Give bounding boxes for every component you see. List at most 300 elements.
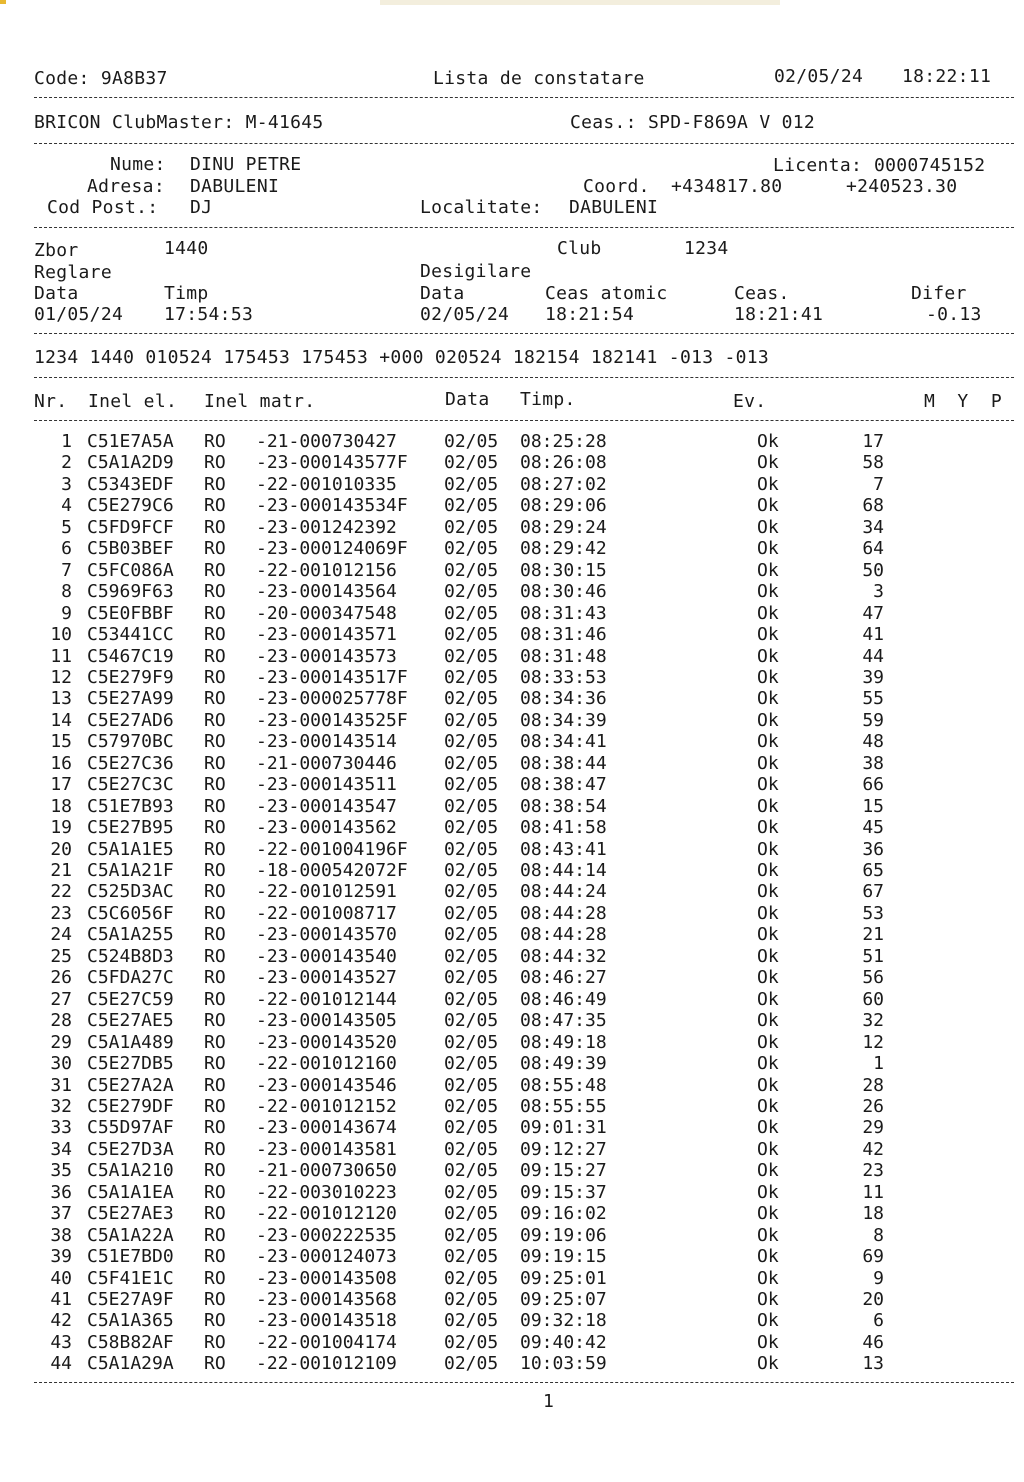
encoded-summary-line: 1234 1440 010524 175453 175453 +000 020524 182154 182141 -013 -013: [34, 347, 770, 368]
table-row: [0, 560, 1024, 581]
row-number: 2: [61, 452, 72, 474]
table-row: [0, 710, 1024, 731]
row-number: 37: [50, 1203, 72, 1225]
ring-number: -21-000730427: [256, 431, 397, 452]
scan-corner-mark: [0, 0, 6, 4]
arrival-date: 02/05: [444, 538, 499, 560]
event-status: Ok: [757, 1181, 779, 1203]
arrival-date: 02/05: [444, 1246, 499, 1268]
country-code: RO: [204, 731, 226, 753]
event-status: Ok: [757, 1353, 779, 1375]
electronic-ring: C5E27DB5: [87, 1053, 174, 1075]
desigilare-date: 02/05/24: [420, 304, 510, 325]
country-code: RO: [204, 945, 226, 967]
electronic-ring: C525D3AC: [87, 881, 174, 903]
table-row: [0, 474, 1024, 495]
locality-label: Localitate:: [420, 197, 543, 218]
timp-label: Timp: [164, 283, 209, 304]
table-row: [0, 1010, 1024, 1031]
divider: [34, 227, 1014, 228]
electronic-ring: C5E27C3C: [87, 774, 174, 796]
row-number: 41: [50, 1289, 72, 1310]
event-status: Ok: [757, 495, 779, 517]
row-number: 23: [50, 902, 72, 924]
locality-value: DABULENI: [569, 197, 659, 218]
country-code: RO: [204, 666, 226, 688]
country-code: RO: [204, 902, 226, 924]
row-number: 33: [50, 1117, 72, 1139]
row-number: 10: [50, 624, 72, 646]
event-status: Ok: [757, 1074, 779, 1096]
position: 38: [862, 752, 884, 774]
event-status: Ok: [757, 452, 779, 474]
electronic-ring: C5343EDF: [87, 473, 174, 495]
event-status: Ok: [757, 1267, 779, 1289]
arrival-date: 02/05: [444, 988, 499, 1010]
table-row: [0, 667, 1024, 688]
arrival-date: 02/05: [444, 709, 499, 731]
arrival-date: 02/05: [444, 1117, 499, 1139]
country-code: RO: [204, 688, 226, 710]
event-status: Ok: [757, 881, 779, 903]
electronic-ring: C51E7BD0: [87, 1246, 174, 1268]
arrival-time: 08:29:42: [520, 538, 607, 560]
electronic-ring: C5E27A9F: [87, 1289, 174, 1310]
row-number: 11: [50, 645, 72, 667]
arrival-date: 02/05: [444, 581, 499, 603]
coord-longitude: +240523.30: [846, 176, 958, 197]
electronic-ring: C51E7B93: [87, 795, 174, 817]
event-status: Ok: [757, 1203, 779, 1225]
electronic-ring: C5E27C36: [87, 752, 174, 774]
arrival-date: 02/05: [444, 924, 499, 946]
position: 48: [862, 731, 884, 753]
position: 32: [862, 1010, 884, 1032]
country-code: RO: [204, 924, 226, 946]
electronic-ring: C5C6056F: [87, 902, 174, 924]
column-ev: Ev.: [733, 391, 767, 412]
row-number: 34: [50, 1138, 72, 1160]
owner-name: DINU PETRE: [190, 154, 302, 175]
arrival-date: 02/05: [444, 452, 499, 474]
event-status: Ok: [757, 1095, 779, 1117]
position: 51: [862, 945, 884, 967]
row-number: 1: [61, 431, 72, 452]
event-status: Ok: [757, 1053, 779, 1075]
row-number: 4: [61, 495, 72, 517]
arrival-time: 08:43:41: [520, 838, 607, 860]
table-row: [0, 860, 1024, 881]
ring-number: -21-000730446: [256, 752, 397, 774]
arrival-date: 02/05: [444, 1203, 499, 1225]
electronic-ring: C524B8D3: [87, 945, 174, 967]
electronic-ring: C5FD9FCF: [87, 516, 174, 538]
table-row: [0, 924, 1024, 945]
arrival-time: 09:15:27: [520, 1160, 607, 1182]
table-row: [0, 946, 1024, 967]
country-code: RO: [204, 559, 226, 581]
row-number: 17: [50, 774, 72, 796]
event-status: Ok: [757, 666, 779, 688]
ring-number: -23-000143534F: [256, 495, 408, 517]
arrival-date: 02/05: [444, 860, 499, 881]
table-row: [0, 1225, 1024, 1246]
position: 50: [862, 559, 884, 581]
row-number: 3: [61, 473, 72, 495]
reglare-label: Reglare: [34, 262, 112, 283]
ring-number: -22-001008717: [256, 902, 397, 924]
ring-number: -23-000025778F: [256, 688, 408, 710]
arrival-time: 08:55:55: [520, 1095, 607, 1117]
ceas-time: 18:21:41: [734, 304, 824, 325]
arrival-time: 08:41:58: [520, 817, 607, 839]
position: 21: [862, 924, 884, 946]
event-status: Ok: [757, 817, 779, 839]
arrival-time: 08:31:48: [520, 645, 607, 667]
difer-value: -0.13: [926, 304, 982, 325]
table-row: [0, 1332, 1024, 1353]
ring-number: -23-000143577F: [256, 452, 408, 474]
divider: [34, 333, 1014, 334]
electronic-ring: C5467C19: [87, 645, 174, 667]
row-number: 36: [50, 1181, 72, 1203]
table-row: [0, 1096, 1024, 1117]
position: 47: [862, 602, 884, 624]
position: 65: [862, 860, 884, 881]
arrival-time: 09:16:02: [520, 1203, 607, 1225]
arrival-time: 08:30:46: [520, 581, 607, 603]
electronic-ring: C51E7A5A: [87, 431, 174, 452]
arrival-time: 09:15:37: [520, 1181, 607, 1203]
electronic-ring: C5A1A365: [87, 1310, 174, 1332]
event-status: Ok: [757, 1160, 779, 1182]
row-number: 43: [50, 1331, 72, 1353]
arrival-date: 02/05: [444, 1031, 499, 1053]
ring-number: -23-000143525F: [256, 709, 408, 731]
table-row: [0, 774, 1024, 795]
event-status: Ok: [757, 774, 779, 796]
position: 6: [873, 1310, 884, 1332]
country-code: RO: [204, 1053, 226, 1075]
electronic-ring: C5E279DF: [87, 1095, 174, 1117]
table-row: [0, 1203, 1024, 1224]
ring-number: -23-000143562: [256, 817, 397, 839]
position: 13: [862, 1353, 884, 1375]
position: 12: [862, 1031, 884, 1053]
position: 67: [862, 881, 884, 903]
ring-number: -23-000143581: [256, 1138, 397, 1160]
license-number: 0000745152: [874, 155, 986, 176]
coord-label: Coord.: [583, 176, 650, 197]
table-row: [0, 538, 1024, 559]
position: 56: [862, 967, 884, 989]
position: 64: [862, 538, 884, 560]
arrival-time: 08:30:15: [520, 559, 607, 581]
ring-number: -23-000143540: [256, 945, 397, 967]
arrival-time: 08:44:28: [520, 924, 607, 946]
arrival-time: 08:38:47: [520, 774, 607, 796]
table-row: [0, 967, 1024, 988]
row-number: 5: [61, 516, 72, 538]
event-status: Ok: [757, 838, 779, 860]
position: 18: [862, 1203, 884, 1225]
arrival-time: 08:46:49: [520, 988, 607, 1010]
table-row: [0, 1117, 1024, 1138]
row-number: 20: [50, 838, 72, 860]
electronic-ring: C55D97AF: [87, 1117, 174, 1139]
ring-number: -22-001012120: [256, 1203, 397, 1225]
arrival-date: 02/05: [444, 645, 499, 667]
table-row: [0, 624, 1024, 645]
divider: [34, 377, 1014, 378]
electronic-ring: C5A1A21F: [87, 860, 174, 881]
row-number: 8: [61, 581, 72, 603]
arrival-date: 02/05: [444, 1095, 499, 1117]
arrival-date: 02/05: [444, 945, 499, 967]
table-row: [0, 731, 1024, 752]
arrival-date: 02/05: [444, 1053, 499, 1075]
electronic-ring: C5A1A1EA: [87, 1181, 174, 1203]
arrival-date: 02/05: [444, 817, 499, 839]
event-status: Ok: [757, 602, 779, 624]
print-date: 02/05/24: [774, 66, 864, 87]
country-code: RO: [204, 1224, 226, 1246]
club-label: Club: [557, 238, 602, 259]
row-number: 26: [50, 967, 72, 989]
electronic-ring: C58B82AF: [87, 1331, 174, 1353]
row-number: 25: [50, 945, 72, 967]
zbor-label: Zbor: [34, 240, 79, 261]
event-status: Ok: [757, 967, 779, 989]
table-row: [0, 1289, 1024, 1310]
electronic-ring: C5E27AD6: [87, 709, 174, 731]
scan-top-strip: [380, 0, 780, 5]
arrival-time: 09:40:42: [520, 1331, 607, 1353]
country-code: RO: [204, 1095, 226, 1117]
arrival-time: 08:26:08: [520, 452, 607, 474]
row-number: 7: [61, 559, 72, 581]
row-number: 15: [50, 731, 72, 753]
event-status: Ok: [757, 860, 779, 881]
position: 9: [873, 1267, 884, 1289]
arrival-date: 02/05: [444, 473, 499, 495]
arrival-date: 02/05: [444, 795, 499, 817]
arrival-date: 02/05: [444, 1074, 499, 1096]
country-code: RO: [204, 452, 226, 474]
row-number: 13: [50, 688, 72, 710]
row-number: 27: [50, 988, 72, 1010]
country-code: RO: [204, 1267, 226, 1289]
country-code: RO: [204, 1010, 226, 1032]
ring-number: -23-000143547: [256, 795, 397, 817]
arrival-date: 02/05: [444, 774, 499, 796]
desigilare-label: Desigilare: [420, 261, 532, 282]
ring-number: -22-001012591: [256, 881, 397, 903]
data2-label: Data: [420, 283, 465, 304]
row-number: 19: [50, 817, 72, 839]
event-status: Ok: [757, 516, 779, 538]
row-number: 21: [50, 860, 72, 881]
electronic-ring: C5E27AE5: [87, 1010, 174, 1032]
ring-number: -23-000143571: [256, 624, 397, 646]
position: 55: [862, 688, 884, 710]
arrival-time: 08:55:48: [520, 1074, 607, 1096]
ring-number: -22-001012156: [256, 559, 397, 581]
country-code: RO: [204, 538, 226, 560]
position: 53: [862, 902, 884, 924]
country-code: RO: [204, 752, 226, 774]
country-code: RO: [204, 1203, 226, 1225]
country-code: RO: [204, 967, 226, 989]
ring-number: -23-001242392: [256, 516, 397, 538]
event-status: Ok: [757, 559, 779, 581]
row-number: 39: [50, 1246, 72, 1268]
license-label: Licenta:: [773, 155, 863, 176]
row-number: 40: [50, 1267, 72, 1289]
country-code: RO: [204, 1031, 226, 1053]
electronic-ring: C5E27AE3: [87, 1203, 174, 1225]
row-number: 31: [50, 1074, 72, 1096]
event-status: Ok: [757, 945, 779, 967]
electronic-ring: C5E0FBBF: [87, 602, 174, 624]
position: 28: [862, 1074, 884, 1096]
position: 46: [862, 1331, 884, 1353]
ceas-label: Ceas.: [734, 283, 790, 304]
arrival-date: 02/05: [444, 624, 499, 646]
table-row: [0, 1182, 1024, 1203]
arrival-time: 08:25:28: [520, 431, 607, 452]
clock-id: Ceas.: SPD-F869A V 012: [570, 112, 816, 133]
event-status: Ok: [757, 1289, 779, 1310]
arrival-time: 08:44:14: [520, 860, 607, 881]
arrival-date: 02/05: [444, 1160, 499, 1182]
position: 45: [862, 817, 884, 839]
arrival-time: 08:44:28: [520, 902, 607, 924]
arrival-time: 08:27:02: [520, 473, 607, 495]
position: 39: [862, 666, 884, 688]
table-row: [0, 603, 1024, 624]
reglare-date: 01/05/24: [34, 304, 124, 325]
ring-number: -22-001010335: [256, 473, 397, 495]
event-status: Ok: [757, 473, 779, 495]
table-row: [0, 1053, 1024, 1074]
arrival-time: 08:29:06: [520, 495, 607, 517]
atomic-time: 18:21:54: [545, 304, 635, 325]
divider: [34, 1382, 1014, 1383]
position: 41: [862, 624, 884, 646]
zbor-value: 1440: [164, 238, 209, 259]
country-code: RO: [204, 1160, 226, 1182]
arrival-time: 08:46:27: [520, 967, 607, 989]
row-number: 29: [50, 1031, 72, 1053]
event-status: Ok: [757, 1117, 779, 1139]
column-myp: M Y P: [924, 391, 1002, 412]
event-status: Ok: [757, 581, 779, 603]
country-code: RO: [204, 881, 226, 903]
table-row: [0, 1353, 1024, 1374]
arrival-time: 08:49:18: [520, 1031, 607, 1053]
country-code: RO: [204, 1246, 226, 1268]
country-code: RO: [204, 1289, 226, 1310]
divider: [34, 143, 1014, 144]
position: 44: [862, 645, 884, 667]
ring-number: -23-000143520: [256, 1031, 397, 1053]
electronic-ring: C5E279C6: [87, 495, 174, 517]
position: 29: [862, 1117, 884, 1139]
arrival-time: 10:03:59: [520, 1353, 607, 1375]
arrival-time: 08:44:24: [520, 881, 607, 903]
table-row: [0, 1268, 1024, 1289]
country-code: RO: [204, 709, 226, 731]
event-status: Ok: [757, 902, 779, 924]
electronic-ring: C5A1A2D9: [87, 452, 174, 474]
event-status: Ok: [757, 645, 779, 667]
country-code: RO: [204, 495, 226, 517]
electronic-ring: C5A1A255: [87, 924, 174, 946]
position: 23: [862, 1160, 884, 1182]
arrival-date: 02/05: [444, 1010, 499, 1032]
club-value: 1234: [684, 238, 729, 259]
arrival-date: 02/05: [444, 1289, 499, 1310]
arrival-date: 02/05: [444, 431, 499, 452]
arrival-date: 02/05: [444, 902, 499, 924]
row-number: 28: [50, 1010, 72, 1032]
position: 42: [862, 1138, 884, 1160]
document-title: Lista de constatare: [433, 68, 645, 89]
country-code: RO: [204, 795, 226, 817]
ring-number: -23-000124069F: [256, 538, 408, 560]
row-number: 24: [50, 924, 72, 946]
arrival-date: 02/05: [444, 1310, 499, 1332]
electronic-ring: C5E279F9: [87, 666, 174, 688]
device-model: BRICON ClubMaster: M-41645: [34, 112, 324, 133]
event-status: Ok: [757, 431, 779, 452]
table-row: [0, 796, 1024, 817]
name-label: Nume:: [110, 154, 166, 175]
arrival-date: 02/05: [444, 602, 499, 624]
ring-number: -23-000124073: [256, 1246, 397, 1268]
table-row: [0, 1160, 1024, 1181]
table-row: [0, 753, 1024, 774]
electronic-ring: C5969F63: [87, 581, 174, 603]
position: 36: [862, 838, 884, 860]
arrival-date: 02/05: [444, 666, 499, 688]
table-row: [0, 581, 1024, 602]
arrival-date: 02/05: [444, 967, 499, 989]
electronic-ring: C5E27D3A: [87, 1138, 174, 1160]
country-code: RO: [204, 1138, 226, 1160]
arrival-date: 02/05: [444, 752, 499, 774]
ring-number: -23-000222535: [256, 1224, 397, 1246]
ring-number: -20-000347548: [256, 602, 397, 624]
position: 7: [873, 473, 884, 495]
position: 11: [862, 1181, 884, 1203]
ring-number: -23-000143570: [256, 924, 397, 946]
ring-number: -21-000730650: [256, 1160, 397, 1182]
table-row: [0, 1032, 1024, 1053]
electronic-ring: C5E27C59: [87, 988, 174, 1010]
column-inel-el: Inel el.: [88, 391, 178, 412]
arrival-date: 02/05: [444, 1138, 499, 1160]
country-code: RO: [204, 860, 226, 881]
arrival-time: 08:34:41: [520, 731, 607, 753]
row-number: 44: [50, 1353, 72, 1375]
column-timp: Timp.: [520, 389, 576, 410]
electronic-ring: C5E27A2A: [87, 1074, 174, 1096]
country-code: RO: [204, 645, 226, 667]
arrival-date: 02/05: [444, 1267, 499, 1289]
position: 58: [862, 452, 884, 474]
